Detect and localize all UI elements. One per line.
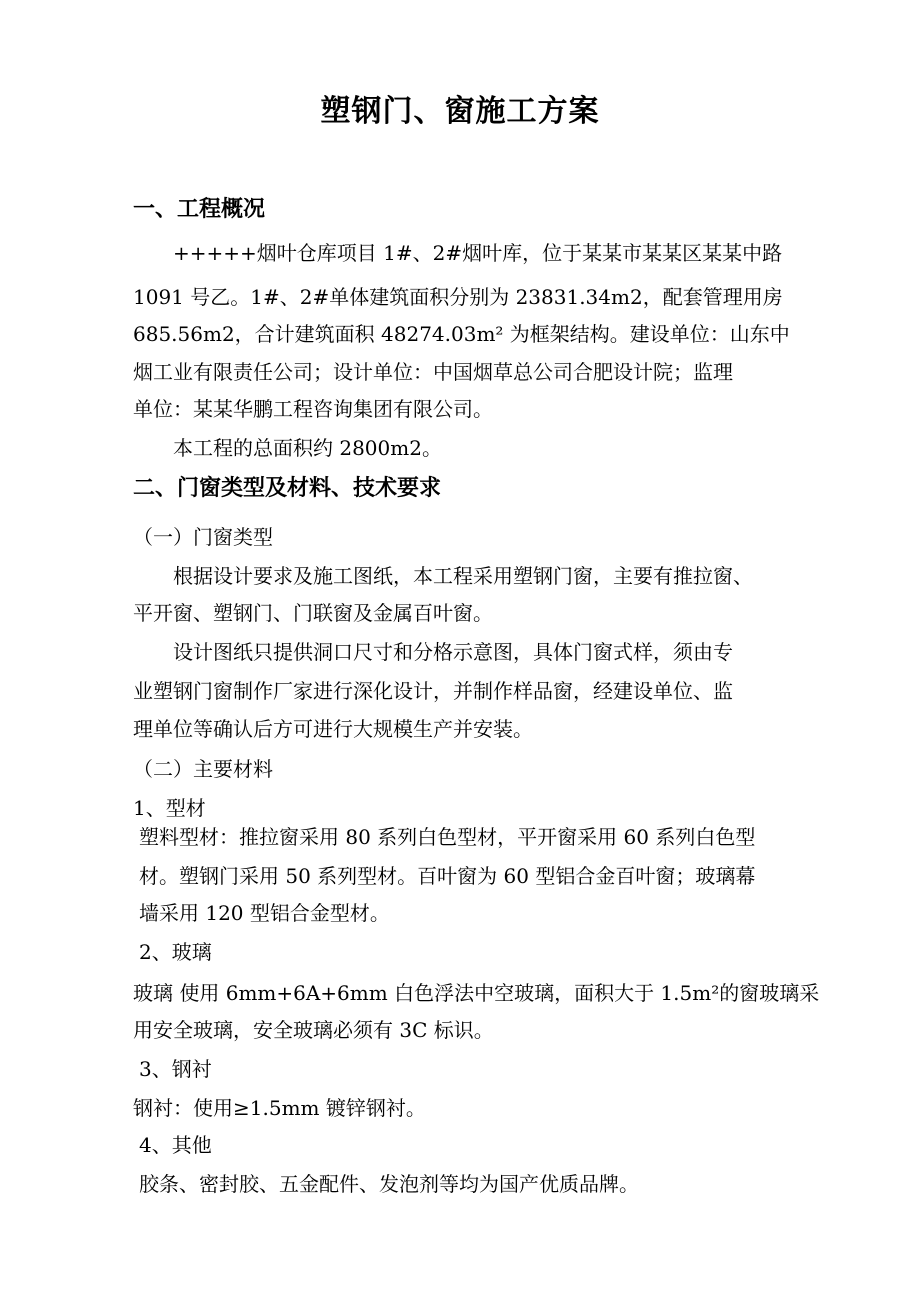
paragraph-line: 胶条、密封胶、五金配件、发泡剂等均为国产优质品牌。 <box>139 1172 639 1196</box>
paragraph-line: 单位：某某华鹏工程咨询集团有限公司。 <box>133 397 493 421</box>
paragraph-line: 墙采用 120 型铝合金型材。 <box>139 901 390 925</box>
paragraph-line: 平开窗、塑钢门、门联窗及金属百叶窗。 <box>133 601 493 625</box>
item-heading-steel-liner: 3、钢衬 <box>139 1057 212 1081</box>
paragraph-line: 用安全玻璃，安全玻璃必须有 3C 标识。 <box>133 1018 494 1042</box>
subsection-heading-types: （一）门窗类型 <box>133 525 273 549</box>
item-heading-glass: 2、玻璃 <box>139 940 212 964</box>
paragraph-line: 685.56m2，合计建筑面积 48274.03m² 为框架结构。建设单位：山东中 <box>133 322 790 346</box>
paragraph-line: 本工程的总面积约 2800m2。 <box>173 436 442 460</box>
section-heading-overview: 一、工程概况 <box>133 197 266 222</box>
paragraph-line: 材。塑钢门采用 50 系列型材。百叶窗为 60 型铝合金百叶窗；玻璃幕 <box>139 864 756 888</box>
paragraph-line: 烟工业有限责任公司；设计单位：中国烟草总公司合肥设计院；监理 <box>133 360 733 384</box>
paragraph-line: +++++烟叶仓库项目 1#、2#烟叶库，位于某某市某某区某某中路 <box>173 241 783 265</box>
paragraph-line: 塑料型材：推拉窗采用 80 系列白色型材，平开窗采用 60 系列白色型 <box>139 825 756 849</box>
section-heading-types-materials: 二、门窗类型及材料、技术要求 <box>133 476 442 501</box>
paragraph-line: 业塑钢门窗制作厂家进行深化设计，并制作样品窗，经建设单位、监 <box>133 679 733 703</box>
paragraph-line: 钢衬：使用≥1.5mm 镀锌钢衬。 <box>133 1096 426 1120</box>
subsection-heading-materials: （二）主要材料 <box>133 757 273 781</box>
paragraph-line: 根据设计要求及施工图纸，本工程采用塑钢门窗，主要有推拉窗、 <box>173 564 753 588</box>
paragraph-line: 1091 号乙。1#、2#单体建筑面积分别为 23831.34m2，配套管理用房 <box>133 285 783 309</box>
item-heading-profiles: 1、型材 <box>133 796 206 820</box>
paragraph-line: 理单位等确认后方可进行大规模生产并安装。 <box>133 717 533 741</box>
paragraph-line: 设计图纸只提供洞口尺寸和分格示意图，具体门窗式样，须由专 <box>173 640 733 664</box>
paragraph-line: 玻璃 使用 6mm+6A+6mm 白色浮法中空玻璃，面积大于 1.5m²的窗玻璃采 <box>133 981 820 1005</box>
item-heading-others: 4、其他 <box>139 1133 212 1157</box>
document-title: 塑钢门、窗施工方案 <box>320 94 600 129</box>
